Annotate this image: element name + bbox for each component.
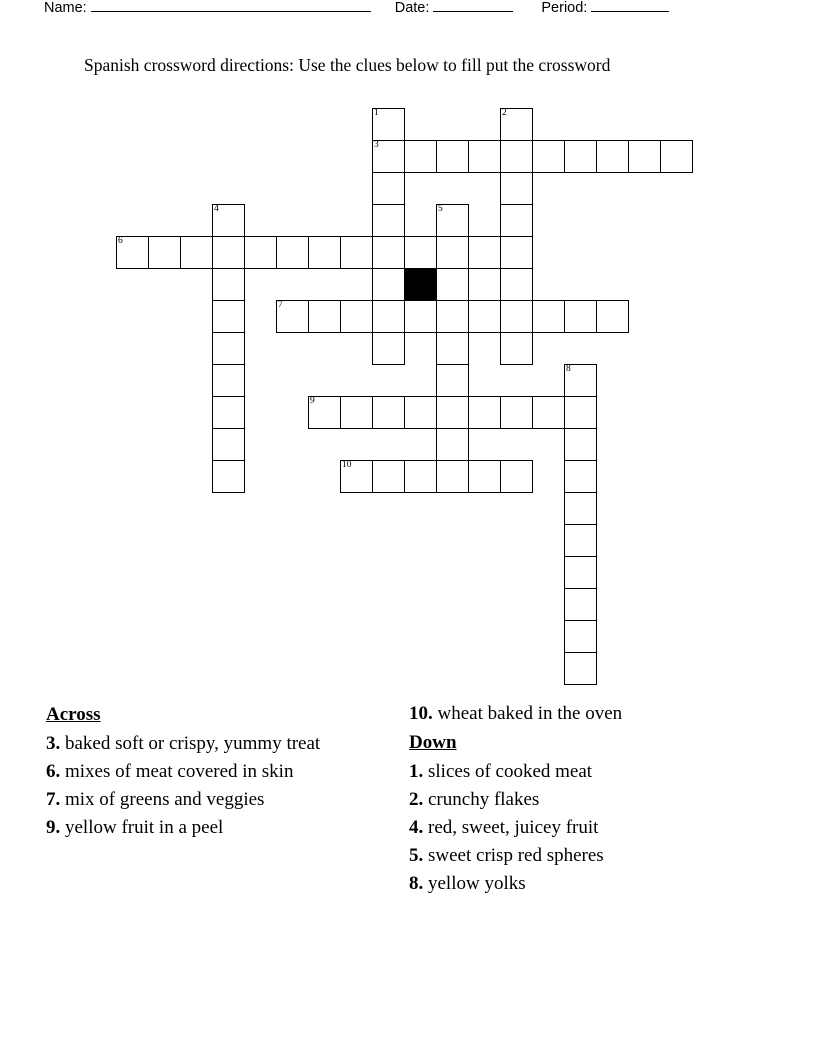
grid-cell[interactable] <box>564 460 597 493</box>
clue-down-1 <box>409 758 779 786</box>
grid-cell[interactable] <box>468 460 501 493</box>
clue-text: mix of greens and veggies <box>65 789 265 810</box>
grid-cell[interactable] <box>564 652 597 685</box>
clue-number: 8. <box>409 873 424 894</box>
grid-cell-number: 6 <box>118 236 123 246</box>
clue-text: red, sweet, juicey fruit <box>428 817 599 838</box>
grid-cell[interactable] <box>468 300 501 333</box>
grid-cell[interactable] <box>212 428 245 461</box>
grid-cell-number: 8 <box>566 364 571 374</box>
grid-cell-number: 10 <box>342 460 352 470</box>
date-label: Date: <box>394 0 430 16</box>
grid-cell[interactable] <box>340 300 373 333</box>
grid-cell[interactable] <box>308 396 341 429</box>
grid-cell[interactable] <box>404 300 437 333</box>
clue-text: yellow fruit in a peel <box>65 817 224 838</box>
grid-cell[interactable] <box>564 428 597 461</box>
grid-cell[interactable] <box>340 396 373 429</box>
clues-section <box>46 700 786 960</box>
grid-cell[interactable] <box>500 172 533 205</box>
clue-across-3 <box>46 730 386 758</box>
clue-number: 2. <box>409 789 424 810</box>
grid-cell[interactable] <box>404 460 437 493</box>
grid-cell[interactable] <box>436 396 469 429</box>
grid-cell-number: 7 <box>278 300 283 310</box>
grid-cell[interactable] <box>500 204 533 237</box>
grid-cell[interactable] <box>436 236 469 269</box>
grid-cell[interactable] <box>500 140 533 173</box>
grid-cell[interactable] <box>372 332 405 365</box>
grid-cell[interactable] <box>244 236 277 269</box>
name-blank-line[interactable] <box>91 11 371 12</box>
grid-cell[interactable] <box>372 108 405 141</box>
grid-cell[interactable] <box>212 236 245 269</box>
grid-cell[interactable] <box>372 204 405 237</box>
clue-text: wheat baked in the oven <box>437 703 623 724</box>
grid-cell[interactable] <box>436 460 469 493</box>
grid-cell[interactable] <box>212 364 245 397</box>
grid-cell[interactable] <box>500 332 533 365</box>
clue-across-6 <box>46 758 386 786</box>
clue-across-10 <box>409 700 779 728</box>
date-blank-line[interactable] <box>433 11 513 12</box>
across-heading: Across <box>46 704 101 725</box>
grid-cell[interactable] <box>212 332 245 365</box>
down-clues-column <box>409 700 779 898</box>
grid-cell[interactable] <box>564 396 597 429</box>
grid-cell-blocked <box>404 268 437 301</box>
clue-down-4 <box>409 814 779 842</box>
grid-cell[interactable] <box>500 236 533 269</box>
name-label: Name: <box>44 0 87 16</box>
clue-text: mixes of meat covered in skin <box>65 761 294 782</box>
grid-cell[interactable] <box>564 620 597 653</box>
clue-text: sweet crisp red spheres <box>428 845 604 866</box>
grid-cell[interactable] <box>372 268 405 301</box>
grid-cell[interactable] <box>468 140 501 173</box>
grid-cell[interactable] <box>436 332 469 365</box>
clue-across-7 <box>46 786 386 814</box>
grid-cell[interactable] <box>436 268 469 301</box>
clue-down-2 <box>409 786 779 814</box>
grid-cell[interactable] <box>276 236 309 269</box>
grid-cell[interactable] <box>660 140 693 173</box>
period-label: Period: <box>541 0 588 16</box>
grid-cell[interactable] <box>564 364 597 397</box>
student-info-header <box>44 0 772 22</box>
grid-cell-number: 4 <box>214 204 219 214</box>
directions-text: Spanish crossword directions: Use the clues below to fill put the crossword <box>84 55 611 75</box>
grid-cell[interactable] <box>468 396 501 429</box>
grid-cell[interactable] <box>372 140 405 173</box>
grid-cell[interactable] <box>212 204 245 237</box>
clue-number: 7. <box>46 789 61 810</box>
crossword-grid[interactable] <box>116 108 716 698</box>
grid-cell[interactable] <box>596 300 629 333</box>
grid-cell[interactable] <box>116 236 149 269</box>
grid-cell[interactable] <box>500 300 533 333</box>
grid-cell-number: 3 <box>374 140 379 150</box>
grid-cell[interactable] <box>372 300 405 333</box>
clue-number: 9. <box>46 817 61 838</box>
grid-cell[interactable] <box>564 300 597 333</box>
grid-cell[interactable] <box>308 236 341 269</box>
grid-cell[interactable] <box>532 140 565 173</box>
grid-cell[interactable] <box>212 396 245 429</box>
grid-cell[interactable] <box>340 236 373 269</box>
grid-cell[interactable] <box>212 460 245 493</box>
grid-cell[interactable] <box>404 140 437 173</box>
clue-number: 4. <box>409 817 424 838</box>
grid-cell[interactable] <box>436 364 469 397</box>
grid-cell[interactable] <box>372 236 405 269</box>
grid-cell[interactable] <box>564 524 597 557</box>
grid-cell[interactable] <box>180 236 213 269</box>
grid-cell[interactable] <box>596 140 629 173</box>
grid-cell[interactable] <box>340 460 373 493</box>
clue-text: baked soft or crispy, yummy treat <box>65 733 321 754</box>
grid-cell[interactable] <box>532 300 565 333</box>
grid-cell[interactable] <box>212 300 245 333</box>
across-clues-column <box>46 700 386 842</box>
grid-cell[interactable] <box>276 300 309 333</box>
grid-cell-number: 5 <box>438 204 443 214</box>
clue-down-8 <box>409 870 779 898</box>
grid-cell[interactable] <box>532 396 565 429</box>
down-heading: Down <box>409 732 457 753</box>
grid-cell[interactable] <box>500 268 533 301</box>
grid-cell[interactable] <box>148 236 181 269</box>
grid-cell[interactable] <box>500 396 533 429</box>
clue-number: 6. <box>46 761 61 782</box>
grid-cell[interactable] <box>564 492 597 525</box>
grid-cell-number: 9 <box>310 396 315 406</box>
clue-text: slices of cooked meat <box>428 761 593 782</box>
grid-cell[interactable] <box>372 460 405 493</box>
grid-cell[interactable] <box>468 236 501 269</box>
grid-cell[interactable] <box>436 428 469 461</box>
grid-cell[interactable] <box>628 140 661 173</box>
grid-cell[interactable] <box>404 236 437 269</box>
grid-cell[interactable] <box>500 460 533 493</box>
grid-cell[interactable] <box>500 108 533 141</box>
clue-text: crunchy flakes <box>428 789 540 810</box>
grid-cell-number: 1 <box>374 108 379 118</box>
grid-cell-number: 2 <box>502 108 507 118</box>
grid-cell[interactable] <box>436 204 469 237</box>
grid-cell[interactable] <box>372 396 405 429</box>
period-blank-line[interactable] <box>591 11 669 12</box>
grid-cell[interactable] <box>372 172 405 205</box>
grid-cell[interactable] <box>436 140 469 173</box>
grid-cell[interactable] <box>308 300 341 333</box>
clue-number: 5. <box>409 845 424 866</box>
grid-cell[interactable] <box>212 268 245 301</box>
clue-down-5 <box>409 842 779 870</box>
clue-across-9 <box>46 814 386 842</box>
clue-number: 3. <box>46 733 61 754</box>
clue-number: 1. <box>409 761 424 782</box>
clue-text: yellow yolks <box>428 873 526 894</box>
clue-number: 10. <box>409 703 433 724</box>
grid-cell[interactable] <box>564 556 597 589</box>
grid-cell[interactable] <box>436 300 469 333</box>
grid-cell[interactable] <box>564 588 597 621</box>
grid-cell[interactable] <box>564 140 597 173</box>
grid-cell[interactable] <box>404 396 437 429</box>
